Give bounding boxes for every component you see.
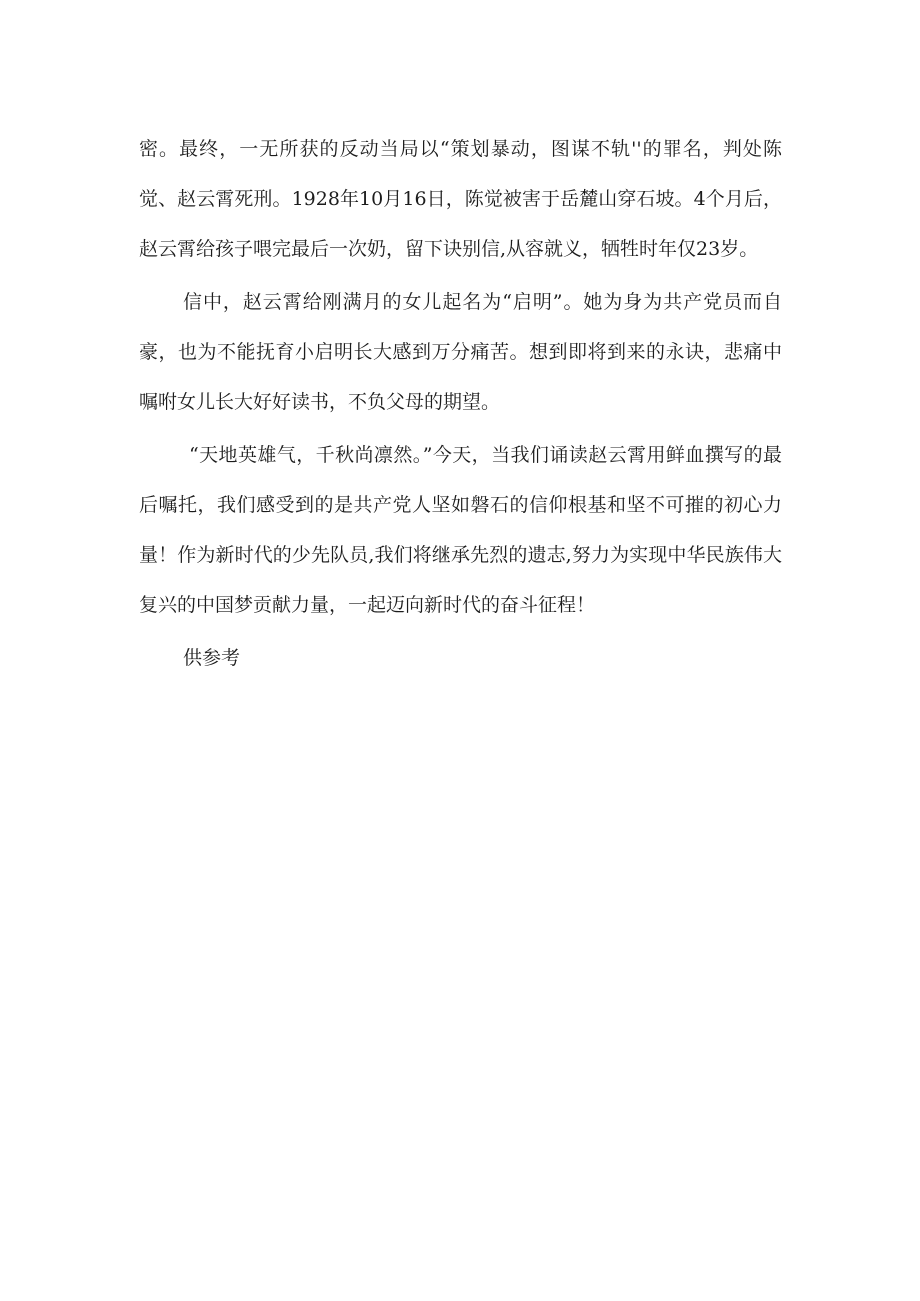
paragraph-conclusion: “天地英雄气，千秋尚凛然。”今天，当我们诵读赵云霄用鲜血撰写的最后嘱托，我们感受到的是共产党人坚如磐石的信仰根基和坚不可摧的初心力量！作为新时代的少先队员,我们将继承先烈的遗志,努力为实现中华民族伟大复兴的中国梦贡献力量，一起迈向新时代的奋斗征程！ xyxy=(139,444,782,616)
paragraph-continuation: 密。最终，一无所获的反动当局以“策划暴动，图谋不轨''的罪名，判处陈觉、赵云霄死刑。1928年10月16日，陈觉被害于岳麓山穿石坡。4个月后，赵云霄给孩子喂完最后一次奶，留下诀别信,从容就义，牺牲时年仅23岁。 xyxy=(139,138,782,260)
closing-note: 供参考 xyxy=(183,647,241,669)
paragraph-letter: 信中，赵云霄给刚满月的女儿起名为“启明”。她为身为共产党员而自豪，也为不能抚育小启明长大感到万分痛苦。想到即将到来的永诀，悲痛中嘱咐女儿长大好好读书，不负父母的期望。 xyxy=(139,291,782,413)
document-body xyxy=(139,124,782,683)
